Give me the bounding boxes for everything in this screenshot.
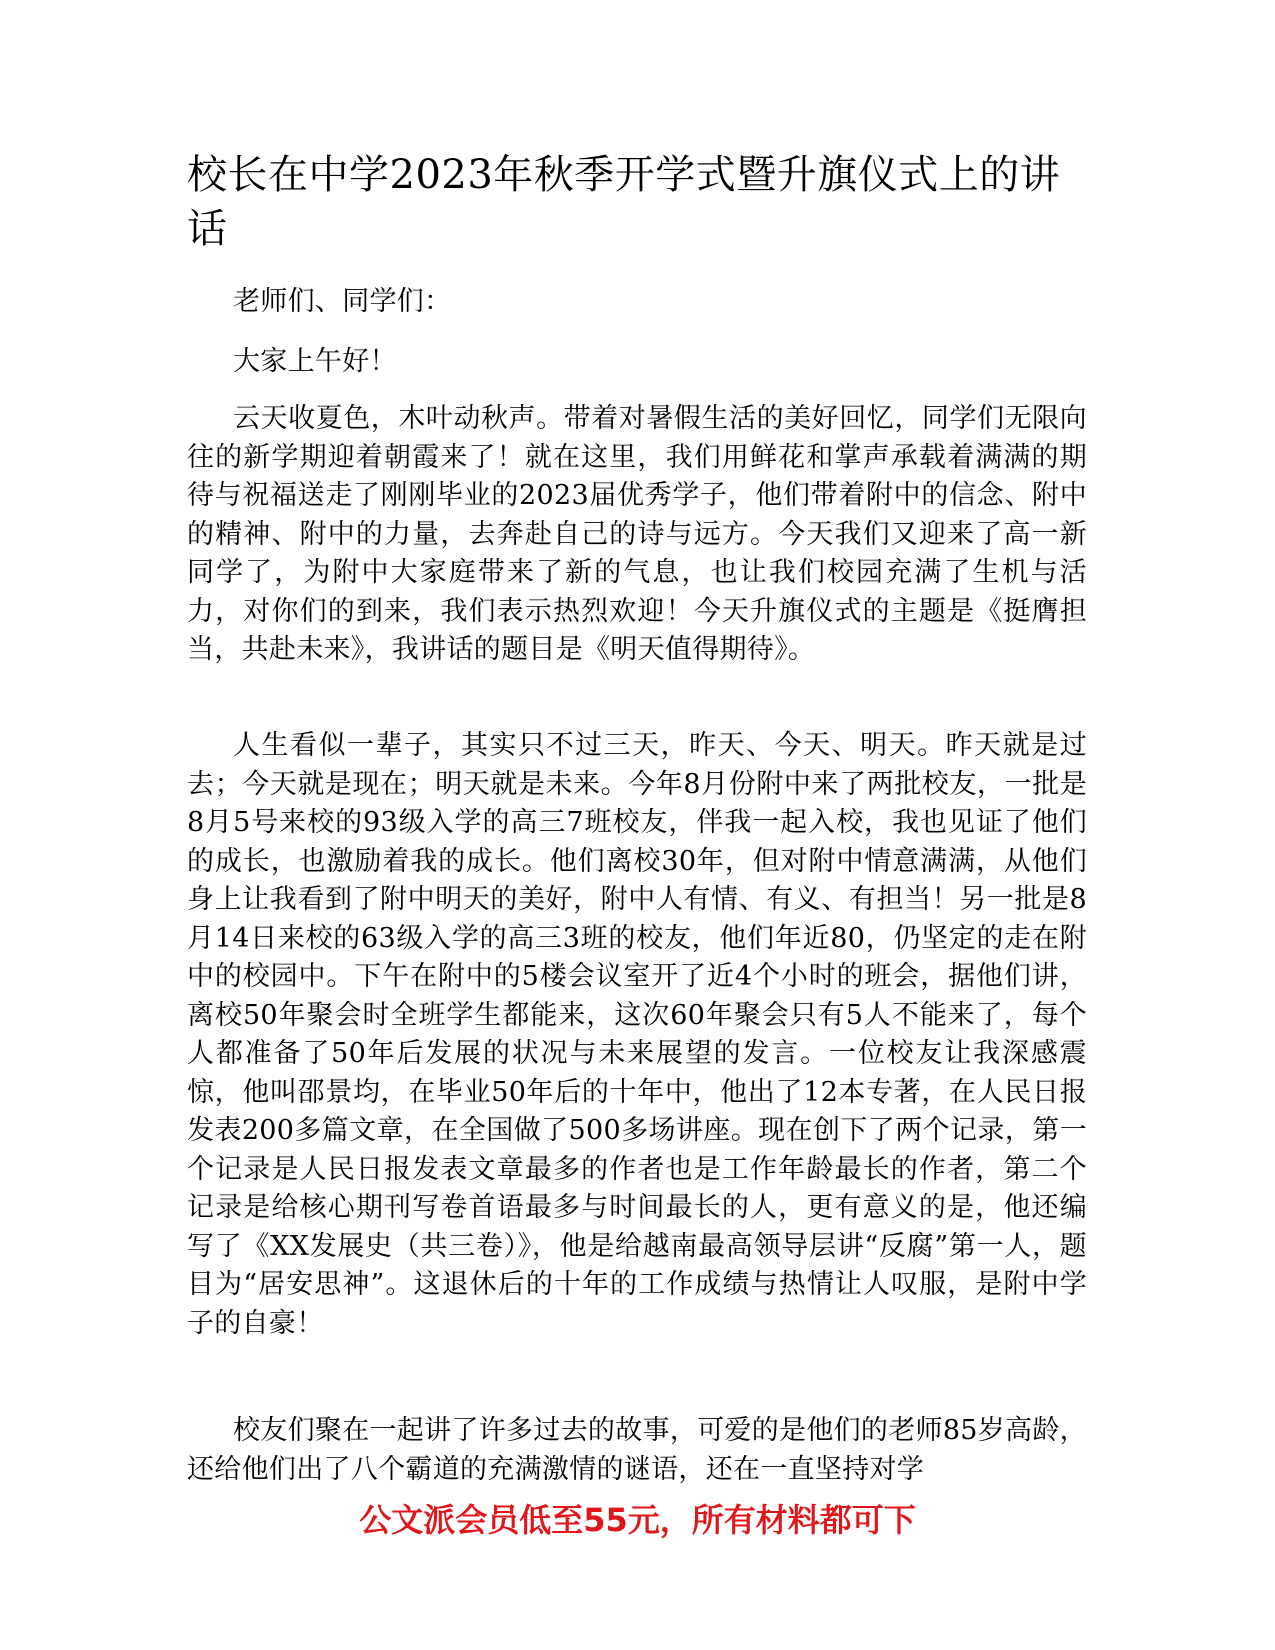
document-title: 校长在中学2023年秋季开学式暨升旗仪式上的讲话 xyxy=(187,152,1061,252)
paragraph: 校友们聚在一起讲了许多过去的故事，可爱的是他们的老师85岁高龄，还给他们出了八个霸道的充满激情的谜语，还在一直坚持对学 xyxy=(187,1415,1087,1485)
salutation: 老师们、同学们： xyxy=(233,286,452,317)
greeting-line: 大家上午好！ xyxy=(233,346,397,377)
paragraph: 云天收夏色，木叶动秋声。带着对暑假生活的美好回忆，同学们无限向往的新学期迎着朝霞来了！就在这里，我们用鲜花和掌声承载着满满的期待与祝福送走了刚刚毕业的2023届优秀学子，他们带着附中的信念、附中的精神、附中的力量，去奔赴自己的诗与远方。今天我们又迎来了高一新同学了，为附中大家庭带来了新的气息，也让我们校园充满了生机与活力，对你们的到来，我们表示热烈欢迎！今天升旗仪式的主题是《挺膺担当，共赴未来》，我讲话的题目是《明天值得期待》。 xyxy=(187,403,1087,665)
paragraph: 人生看似一辈子，其实只不过三天，昨天、今天、明天。昨天就是过去；今天就是现在；明天就是未来。今年8月份附中来了两批校友，一批是8月5号来校的93级入学的高三7班校友，伴我一起入校，我也见证了他们的成长，也激励着我的成长。他们离校30年，但对附中情意满满，从他们身上让我看到了附中明天的美好，附中人有情、有义、有担当！另一批是8月14日来校的63级入学的高三3班的校友，他们年近80，仍坚定的走在附中的校园中。下午在附中的5楼会议室开了近4个小时的班会，据他们讲，离校50年聚会时全班学生都能来，这次60年聚会只有5人不能来了，每个人都准备了50年后发展的状况与未来展望的发言。一位校友让我深感震惊，他叫邵景均，在毕业50年后的十年中，他出了12本专著，在人民日报发表200多篇文章，在全国做了500多场讲座。现在创下了两个记录，第一个记录是人民日报发表文章最多的作者也是工作年龄最长的作者，第二个记录是给核心期刊写卷首语最多与时间最长的人，更有意义的是，他还编写了《XX发展史（共三卷）》，他是给越南最高领导层讲“反腐”第一人，题目为“居安思神”。这退休后的十年的工作成绩与热情让人叹服，是附中学子的自豪！ xyxy=(187,730,1087,1339)
promo-banner: 公文派会员低至55元，所有材料都可下 xyxy=(359,1501,916,1539)
